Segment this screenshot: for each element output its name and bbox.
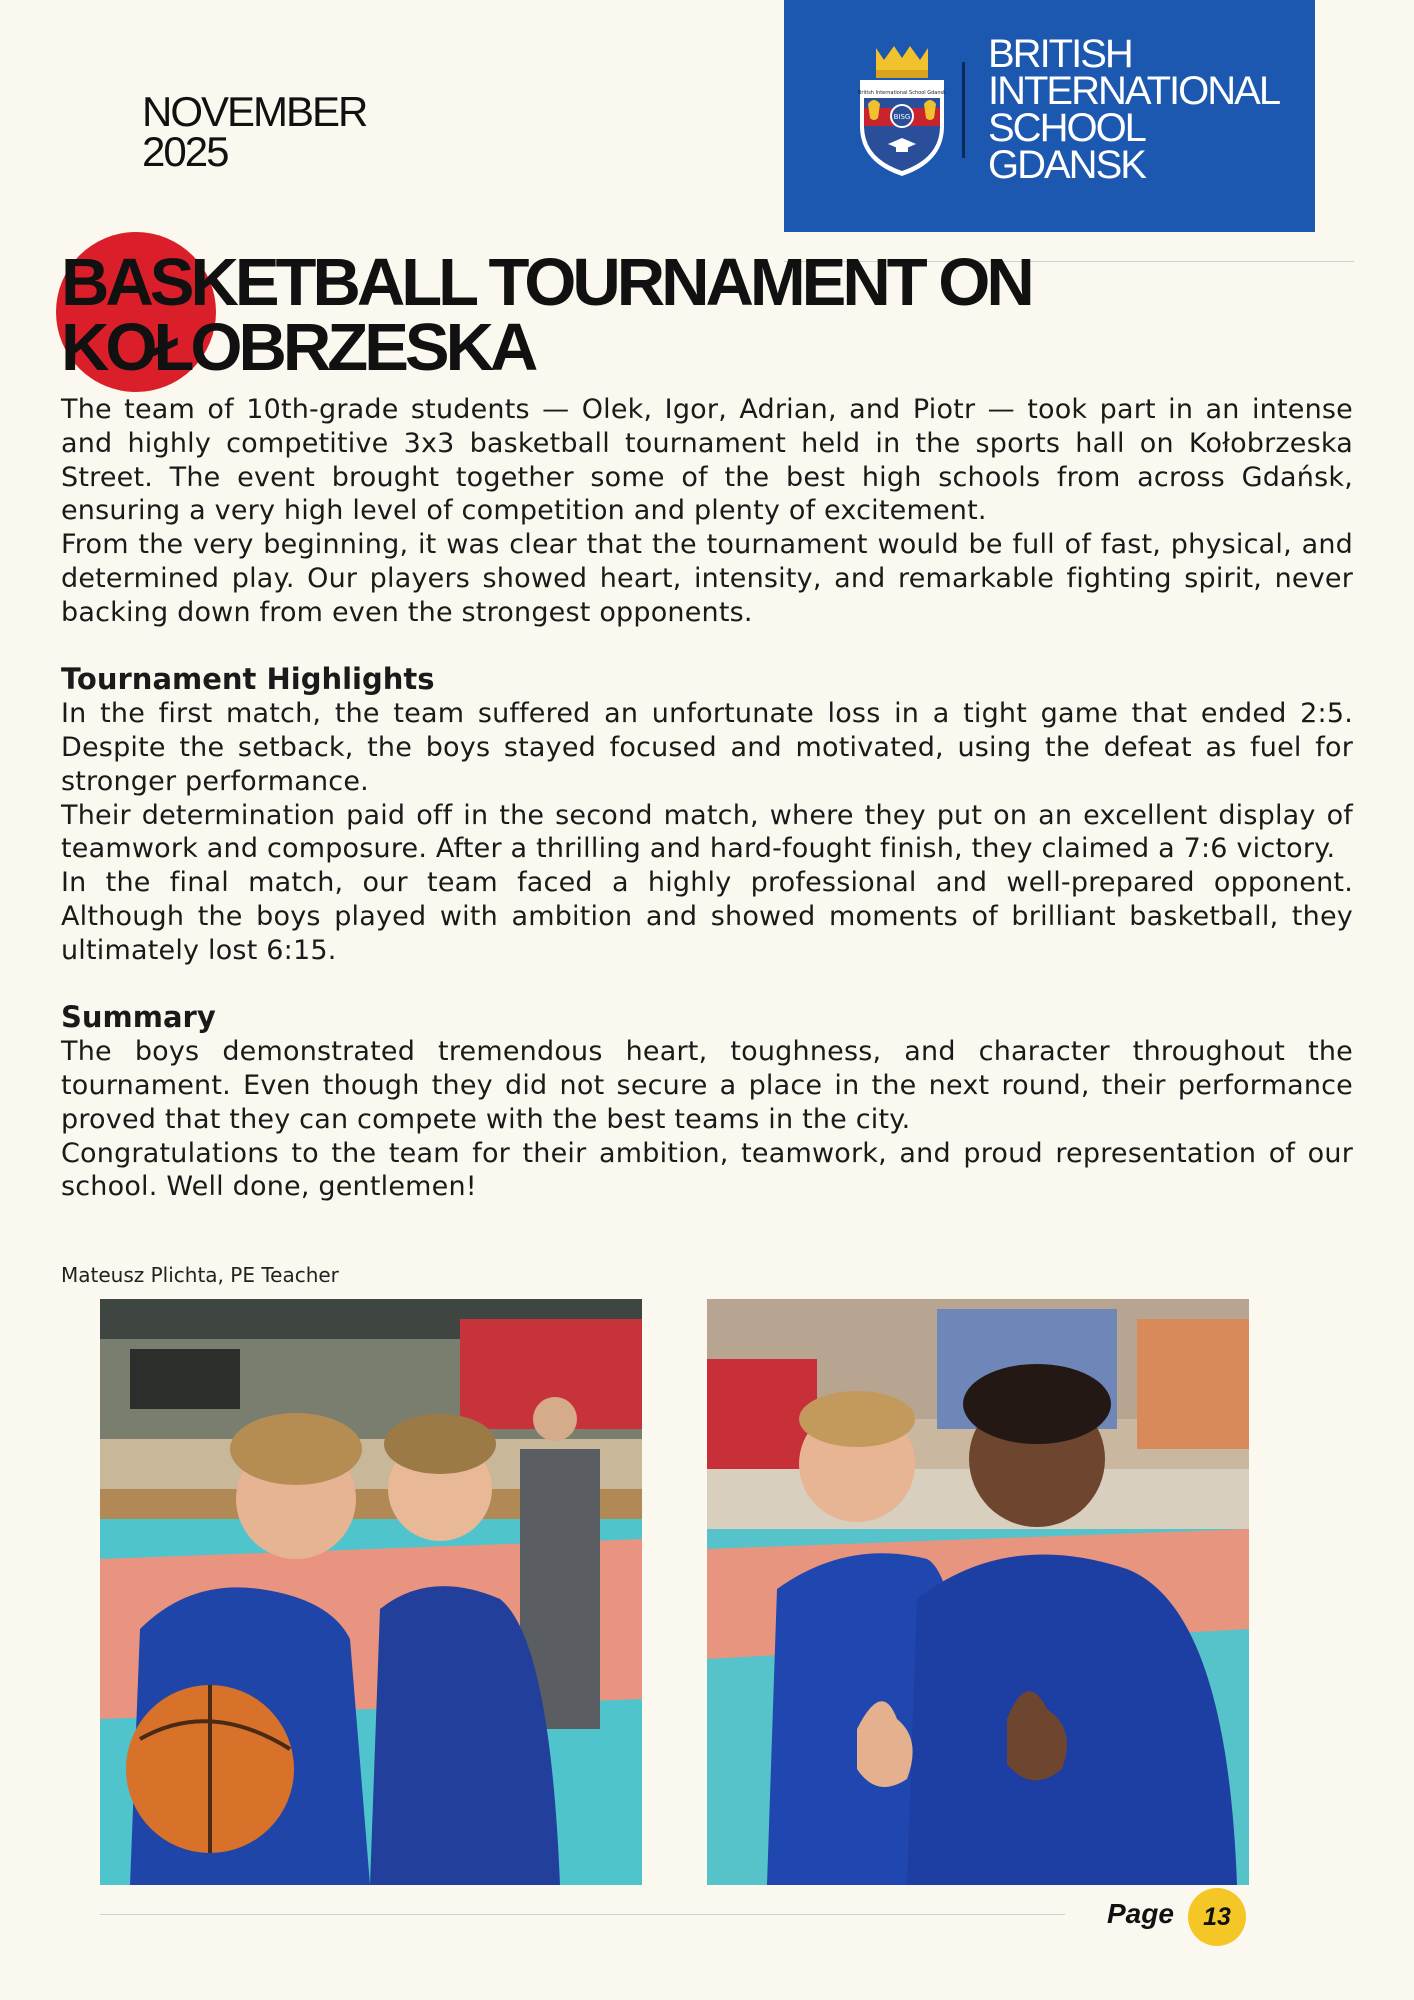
school-name-line: BRITISH	[988, 32, 1132, 76]
intro-paragraph: From the very beginning, it was clear that the tournament would be full of fast, physical, and determined play. Our players showed heart, intensity, and remarkable fighting spirit, never backing down from even the strongest opponents.	[61, 529, 1353, 628]
article-body	[61, 393, 1353, 1204]
school-name-line: INTERNATIONAL	[988, 69, 1280, 113]
team-photo-left	[100, 1299, 642, 1885]
article-byline: Mateusz Plichta, PE Teacher	[61, 1263, 339, 1287]
summary-paragraph: Congratulations to the team for their ambition, teamwork, and proud representation of our school. Well done, gentlemen!	[61, 1137, 1353, 1203]
summary-heading: Summary	[61, 1000, 216, 1035]
team-photo-right	[707, 1299, 1249, 1885]
issue-month: NOVEMBER	[142, 88, 367, 135]
issue-year: 2025	[142, 128, 228, 175]
highlights-heading: Tournament Highlights	[61, 662, 435, 697]
paragraph-spacer	[61, 630, 1353, 664]
highlights-paragraph: In the first match, the team suffered an unfortunate loss in a tight game that ended 2:5. Despite the setback, the boys stayed focused and motivated, using the defeat as fuel for stronger performance.	[61, 698, 1353, 797]
article-title	[61, 245, 1341, 385]
school-banner	[784, 0, 1315, 232]
highlights-paragraph: In the final match, our team faced a highly professional and well-prepared opponent. Although the boys played with ambition and showed moments of brilliant basketball, they ultimately lost 6:15.	[61, 867, 1353, 966]
school-name-line: GDANSK	[988, 143, 1145, 187]
highlights-paragraph: Their determination paid off in the second match, where they put on an excellent display of teamwork and composure. After a thrilling and hard-fought finish, they claimed a 7:6 victory.	[61, 799, 1353, 865]
intro-paragraph: The team of 10th-grade students — Olek, Igor, Adrian, and Piotr — took part in an intense and highly competitive 3x3 basketball tournament held in the sports hall on Kołobrzeska Street. The event brought together some of the best high schools from across Gdańsk, ensuring a very high level of competition and plenty of excitement.	[61, 394, 1353, 527]
title-line: KOŁOBRZESKA	[61, 310, 535, 385]
banner-divider	[962, 62, 965, 158]
school-crest-icon	[854, 46, 950, 178]
footer-divider	[100, 1914, 1065, 1915]
summary-paragraph: The boys demonstrated tremendous heart, toughness, and character throughout the tournament. Even though they did not secure a place in the next round, their performance proved that they can compete with the best teams in the city.	[61, 1036, 1353, 1135]
page-label: Page	[1107, 1898, 1174, 1929]
school-name	[988, 32, 1280, 187]
school-name-line: SCHOOL	[988, 106, 1145, 150]
page-number-badge: 13	[1188, 1888, 1246, 1946]
issue-date	[142, 88, 367, 175]
title-line: BASKETBALL TOURNAMENT ON	[61, 245, 1031, 320]
crest-monogram: BISG	[893, 113, 911, 121]
crest-ribbon: British International School Gdansk	[857, 90, 947, 96]
paragraph-spacer	[61, 968, 1353, 1002]
